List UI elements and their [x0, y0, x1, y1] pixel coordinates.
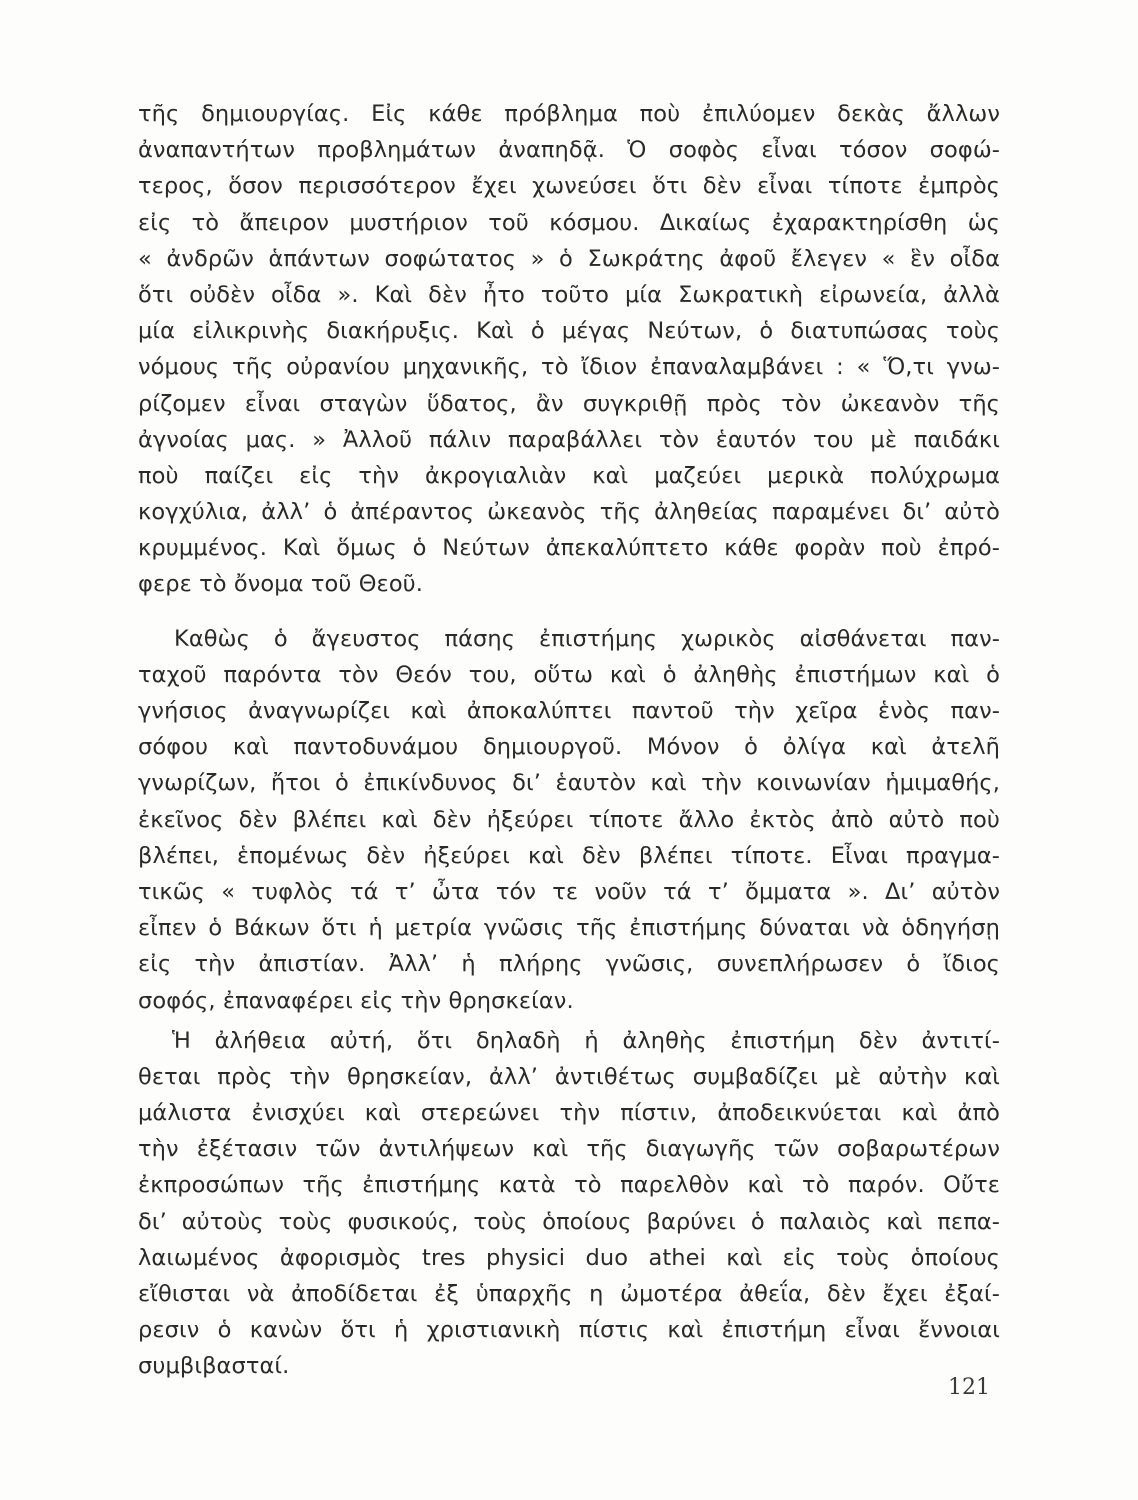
paragraph-3: [138, 1023, 1000, 1385]
text-line: ρεσιν ὁ κανὼν ὅτι ἡ χριστιανικὴ πίστις καὶ ἐπιστήμη εἶναι ἔννοιαι: [138, 1317, 1000, 1344]
text-line: ρίζομεν εἶναι σταγὼν ὕδατος, ἂν συγκριθῇ πρὸς τὸν ὠκεανὸν τῆς: [138, 390, 1000, 417]
text-line: εἴθισται νὰ ἀποδίδεται ἐξ ὑπαρχῆς η ὠμοτέρα ἀθεΐα, δὲν ἔχει ἐξαί-: [138, 1281, 1000, 1307]
text-line: ἀναπαντήτων προβλημάτων ἀναπηδᾷ. Ὁ σοφὸς εἶναι τόσον σοφώ-: [138, 137, 1000, 164]
text-line: γνωρίζων, ἤτοι ὁ ἐπικίνδυνος δι’ ἑαυτὸν καὶ τὴν κοινωνίαν ἡμιμαθής,: [138, 770, 1000, 797]
text-line: δι’ αὐτοὺς τοὺς φυσικούς, τοὺς ὁποίους βαρύνει ὁ παλαιὸς καὶ πεπα-: [138, 1208, 1000, 1235]
body-text: [138, 96, 1000, 1385]
text-line: ταχοῦ παρόντα τὸν Θεόν του, οὕτω καὶ ὁ ἀληθὴς ἐπιστήμων καὶ ὁ: [138, 661, 1000, 688]
text-line: γνήσιος ἀναγνωρίζει καὶ ἀποκαλύπτει παντοῦ τὴν χεῖρα ἑνὸς παν-: [138, 698, 1000, 724]
page-number: 121: [948, 1375, 990, 1400]
text-line: εἶπεν ὁ Βάκων ὅτι ἡ μετρία γνῶσις τῆς ἐπιστήμης δύναται νὰ ὁδηγήσῃ: [138, 915, 1000, 942]
text-line: « ἀνδρῶν ἁπάντων σοφώτατος » ὁ Σωκράτης ἀφοῦ ἔλεγεν « ἓν οἶδα: [138, 245, 1000, 272]
paragraph-2: [138, 621, 1000, 1019]
text-line: εἰς τὴν ἀπιστίαν. Ἀλλ’ ἡ πλήρης γνῶσις, συνεπλήρωσεν ὁ ἴδιος: [138, 951, 1000, 978]
text-line: μία εἰλικρινὴς διακήρυξις. Καὶ ὁ μέγας Νεύτων, ὁ διατυπώσας τοὺς: [138, 318, 1000, 345]
text-line: θεται πρὸς τὴν θρησκείαν, ἀλλ’ ἀντιθέτως συμβαδίζει μὲ αὐτὴν καὶ: [138, 1063, 1000, 1090]
paragraph-1: [138, 96, 1000, 603]
text-line: τὴν ἐξέτασιν τῶν ἀντιλήψεων καὶ τῆς διαγωγῆς τῶν σοβαρωτέρων: [138, 1136, 1000, 1163]
text-line: ἐκεῖνος δὲν βλέπει καὶ δὲν ἠξεύρει τίποτε ἄλλο ἐκτὸς ἀπὸ αὐτὸ ποὺ: [138, 806, 1000, 833]
text-line: φερε τὸ ὄνομα τοῦ Θεοῦ.: [138, 571, 424, 598]
text-line: ὅτι οὐδὲν οἶδα ». Καὶ δὲν ἦτο τοῦτο μία Σωκρατικὴ εἰρωνεία, ἀλλὰ: [138, 281, 1000, 308]
text-line: κρυμμένος. Καὶ ὅμως ὁ Νεύτων ἀπεκαλύπτετο κάθε φορὰν ποὺ ἐπρό-: [138, 535, 1000, 562]
text-line: λαιωμένος ἀφορισμὸς tres physici duo athei καὶ εἰς τοὺς ὁποίους: [138, 1244, 1000, 1271]
paragraph-gap: [138, 603, 1000, 621]
text-line: Καθὼς ὁ ἄγευστος πάσης ἐπιστήμης χωρικὸς αἰσθάνεται παν-: [174, 625, 1000, 652]
text-line: ποὺ παίζει εἰς τὴν ἀκρογιαλιὰν καὶ μαζεύει μερικὰ πολύχρωμα: [138, 462, 1000, 489]
text-line: Ἡ ἀλήθεια αὐτή, ὅτι δηλαδὴ ἡ ἀληθὴς ἐπιστήμη δὲν ἀντιτί-: [172, 1027, 1000, 1054]
text-line: εἰς τὸ ἄπειρον μυστήριον τοῦ κόσμου. Δικαίως ἐχαρακτηρίσθη ὡς: [138, 209, 1000, 236]
text-line: κογχύλια, ἀλλ’ ὁ ἀπέραντος ὠκεανὸς τῆς ἀληθείας παραμένει δι’ αὐτὸ: [138, 499, 1000, 526]
text-line: ἐκπροσώπων τῆς ἐπιστήμης κατὰ τὸ παρελθὸν καὶ τὸ παρόν. Οὔτε: [138, 1172, 1000, 1199]
text-line: σοφός, ἐπαναφέρει εἰς τὴν θρησκείαν.: [138, 987, 574, 1014]
text-line: τῆς δημιουργίας. Εἰς κάθε πρόβλημα ποὺ ἐπιλύομεν δεκὰς ἄλλων: [138, 101, 1000, 127]
text-line: σόφου καὶ παντοδυνάμου δημιουργοῦ. Μόνον ὁ ὀλίγα καὶ ἀτελῆ: [138, 734, 1000, 761]
text-line: τερος, ὅσον περισσότερον ἔχει χωνεύσει ὅτι δὲν εἶναι τίποτε ἐμπρὸς: [138, 173, 1000, 200]
text-line: νόμους τῆς οὐρανίου μηχανικῆς, τὸ ἴδιον ἐπαναλαμβάνει : « Ὅ,τι γνω-: [138, 354, 1000, 381]
text-line: ἀγνοίας μας. » Ἀλλοῦ πάλιν παραβάλλει τὸν ἑαυτόν του μὲ παιδάκι: [138, 426, 1000, 453]
text-line: συμβιβασταί.: [138, 1353, 290, 1380]
text-line: μάλιστα ἐνισχύει καὶ στερεώνει τὴν πίστιν, ἀποδεικνύεται καὶ ἀπὸ: [138, 1100, 1000, 1127]
text-line: βλέπει, ἑπομένως δὲν ἠξεύρει καὶ δὲν βλέπει τίποτε. Εἶναι πραγμα-: [138, 842, 1000, 869]
text-line: τικῶς « τυφλὸς τά τ’ ὦτα τόν τε νοῦν τά τ’ ὄμματα ». Δι’ αὐτὸν: [138, 878, 1000, 905]
